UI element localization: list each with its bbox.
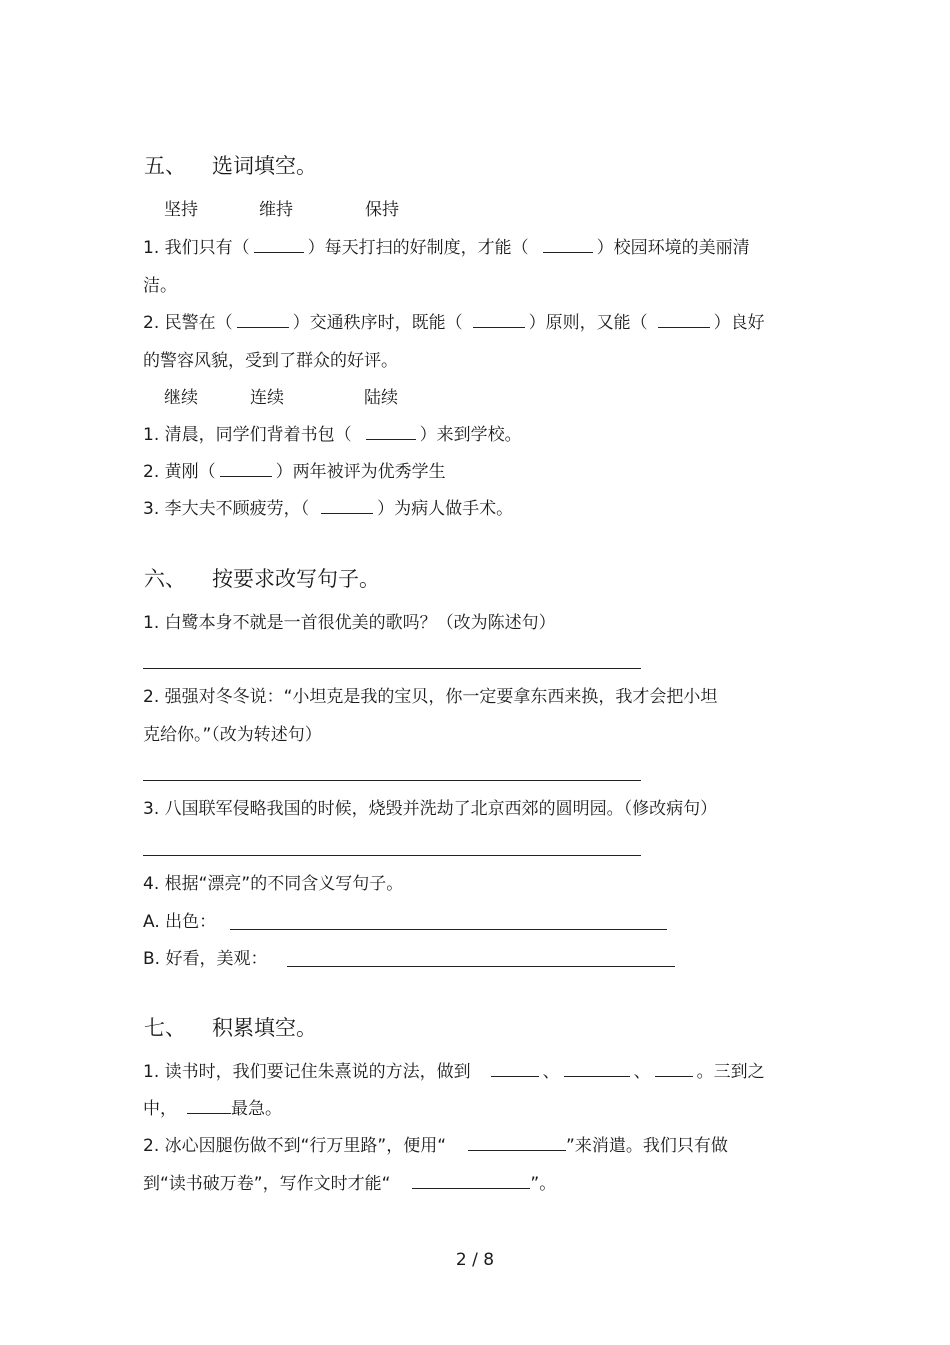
question-text: ）交通秩序时，既能（ — [292, 313, 463, 333]
answer-blank[interactable] — [220, 461, 272, 477]
question-text: 、 — [633, 1062, 651, 1082]
question-s5-2-cont: 的警容风貌，受到了群众的好评。 — [143, 351, 398, 371]
question-text: ）两年被评为优秀学生 — [275, 462, 446, 482]
page-number: 2 / 8 — [455, 1250, 495, 1270]
question-s6-4a-label: A. 出色： — [143, 912, 217, 932]
question-text: 中， — [143, 1099, 177, 1119]
question-text: 2. 冰心因腿伤做不到“行万里路”，便用“ — [143, 1136, 447, 1156]
question-s7-2 — [143, 1135, 728, 1157]
question-text: 到“读书破万卷”，写作文时才能“ — [143, 1174, 391, 1194]
section-7-heading — [144, 1014, 317, 1042]
question-s5-5 — [143, 498, 513, 520]
word-bank-1 — [164, 199, 399, 221]
answer-blank[interactable] — [564, 1061, 630, 1077]
question-s5-4 — [143, 461, 446, 483]
answer-line[interactable] — [143, 668, 641, 669]
answer-line[interactable] — [143, 855, 641, 856]
answer-blank[interactable] — [468, 1135, 566, 1151]
answer-line[interactable] — [230, 929, 667, 930]
question-s6-2-cont: 克给你。”（改为转述句） — [143, 725, 322, 745]
section-6-title: 按要求改写句子。 — [212, 567, 380, 591]
section-7-number: 七、 — [144, 1016, 186, 1040]
question-s5-1-cont: 洁。 — [143, 276, 177, 296]
answer-blank[interactable] — [473, 312, 525, 328]
question-text: 2. 民警在（ — [143, 313, 233, 333]
answer-blank[interactable] — [254, 237, 304, 253]
section-7-title: 积累填空。 — [212, 1016, 317, 1040]
question-text: 1. 我们只有（ — [143, 238, 250, 258]
answer-blank[interactable] — [658, 312, 710, 328]
answer-line[interactable] — [143, 780, 641, 781]
answer-line[interactable] — [287, 966, 675, 967]
question-s6-2: 2. 强强对冬冬说：“小坦克是我的宝贝，你一定要拿东西来换，我才会把小坦 — [143, 687, 718, 707]
question-s7-2-cont — [143, 1173, 556, 1195]
section-6-heading — [144, 565, 380, 593]
question-s6-4b-label: B. 好看，美观： — [143, 949, 268, 969]
question-s7-1 — [143, 1061, 765, 1083]
section-5-heading — [144, 152, 317, 180]
answer-blank[interactable] — [412, 1173, 530, 1189]
question-text: 、 — [542, 1062, 560, 1082]
question-text: 2. 黄刚（ — [143, 462, 216, 482]
answer-blank[interactable] — [187, 1098, 231, 1114]
section-6-number: 六、 — [144, 567, 186, 591]
question-text: 3. 李大夫不顾疲劳，（ — [143, 499, 310, 519]
question-text: ）原则，又能（ — [528, 313, 648, 333]
question-s5-1 — [143, 237, 750, 259]
answer-blank[interactable] — [491, 1061, 539, 1077]
word-option: 维持 — [259, 200, 293, 220]
word-bank-2 — [164, 387, 398, 409]
answer-blank[interactable] — [655, 1061, 693, 1077]
question-text: ”。 — [530, 1174, 557, 1194]
question-text: ）校园环境的美丽清 — [596, 238, 750, 258]
question-text: ）每天打扫的好制度，才能（ — [307, 238, 529, 258]
question-text: 。三到之 — [696, 1062, 765, 1082]
question-s6-4: 4. 根据“漂亮”的不同含义写句子。 — [143, 874, 404, 894]
word-option: 连续 — [250, 388, 284, 408]
answer-blank[interactable] — [366, 424, 416, 440]
word-option: 继续 — [164, 388, 198, 408]
question-s6-1: 1. 白鹭本身不就是一首很优美的歌吗？（改为陈述句） — [143, 613, 556, 633]
question-text: ）良好 — [713, 313, 765, 333]
question-text: ”来消遣。我们只有做 — [566, 1136, 728, 1156]
word-option: 坚持 — [164, 200, 198, 220]
section-5-title: 选词填空。 — [212, 154, 317, 178]
question-text: ）来到学校。 — [419, 425, 522, 445]
question-text: 1. 清晨，同学们背着书包（ — [143, 425, 352, 445]
word-option: 保持 — [365, 200, 399, 220]
question-text: ）为病人做手术。 — [377, 499, 514, 519]
section-5-number: 五、 — [144, 154, 186, 178]
answer-blank[interactable] — [321, 498, 373, 514]
question-text: 最急。 — [231, 1099, 282, 1119]
word-option: 陆续 — [364, 388, 398, 408]
question-s7-1-cont — [143, 1098, 282, 1120]
answer-blank[interactable] — [543, 237, 593, 253]
question-s5-2 — [143, 312, 765, 334]
question-s6-3: 3. 八国联军侵略我国的时候，烧毁并洗劫了北京西郊的圆明园。（修改病句） — [143, 799, 718, 819]
question-s5-3 — [143, 424, 522, 446]
answer-blank[interactable] — [237, 312, 289, 328]
question-text: 1. 读书时，我们要记住朱熹说的方法，做到 — [143, 1062, 471, 1082]
